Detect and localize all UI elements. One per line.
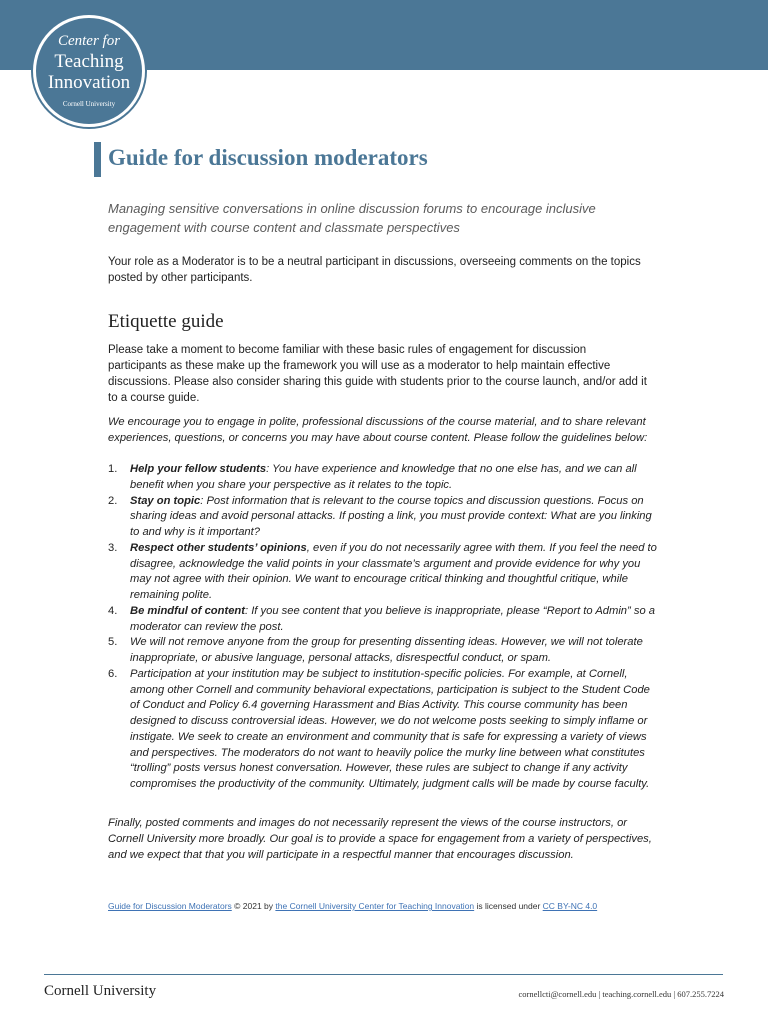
rule-lead: Respect other students’ opinions bbox=[130, 541, 307, 554]
rules-list bbox=[108, 462, 660, 793]
rule-item bbox=[108, 494, 660, 541]
closing-paragraph: Finally, posted comments and images do not necessarily represent the views of the course instructors, or Cornell University more broadly. Our goal is to provide a space for engagement from a variety of perspectives, and we expect that that you will participate in a respectful manner that encourages discussion. bbox=[108, 817, 652, 861]
work-title-link[interactable]: Guide for Discussion Moderators bbox=[108, 901, 232, 911]
rule-lead: Help your fellow students bbox=[130, 463, 267, 475]
rule-item bbox=[108, 541, 660, 604]
rule-item bbox=[108, 635, 660, 667]
rule-number: 4. bbox=[108, 604, 118, 617]
rule-text: , even if you do not necessarily agree with them. If you feel the need to disagree, acknowledge the valid points in your classmate’s argument and provide evidence for why you may not agree with their opinion. We want to encourage critical thinking and thoughtful critique, while remaining polite. bbox=[130, 541, 657, 601]
logo-line-2: Teaching bbox=[54, 51, 124, 72]
logo-line-1: Center for bbox=[57, 33, 121, 49]
footer-contact: cornellcti@cornell.edu | teaching.cornell.edu | 607.255.7224 bbox=[518, 989, 724, 999]
rule-item bbox=[108, 604, 660, 636]
rule-text: : Post information that is relevant to the course topics and discussion questions. Focus on sharing ideas and avoid personal attacks. If posting a link, you must provide context: What are you linking to and why is it important? bbox=[130, 494, 652, 538]
license-link[interactable]: CC BY-NC 4.0 bbox=[542, 901, 598, 911]
license-year-text: © 2021 by bbox=[231, 901, 276, 911]
license-line bbox=[108, 901, 668, 911]
rule-number: 5. bbox=[108, 636, 118, 649]
footer-university-logo: Cornell University bbox=[44, 983, 157, 999]
rule-number: 6. bbox=[108, 667, 118, 680]
encourage-paragraph: We encourage you to engage in polite, professional discussions of the course material, and to share relevant experiences, questions, or concerns you may have about course content. Please follow the guidelines below: bbox=[108, 416, 648, 444]
rule-text: Participation at your institution may be subject to institution-specific policies. For example, at Cornell, among other Cornell and community behavioral expectations, participation is subject to the Student Code of Conduct and Policy 6.4 governing Harassment and Bias Activity. This course community has been designed to discuss controversial ideas. However, we do not welcome posts seeking to simply inflame or instigate. We seek to create an environment and community that is safe for expressing a variety of views and perspectives. The moderators do not want to heavily police the murky line between what constitutes “trolling” posts versus honest conversation. However, these rules are subject to change if any activity compromises the productivity of the community. Ultimately, judgment calls will be made by course faculty. bbox=[130, 667, 650, 790]
intro-paragraph: Your role as a Moderator is to be a neutral participant in discussions, overseeing comments on the topics posted by other participants. bbox=[108, 256, 641, 284]
rule-number: 2. bbox=[108, 494, 118, 507]
logo-line-3: Innovation bbox=[47, 72, 131, 93]
rule-number: 3. bbox=[108, 541, 118, 554]
footer-divider bbox=[44, 974, 723, 975]
logo-line-4: Cornell University bbox=[62, 100, 116, 108]
page-subtitle: Managing sensitive conversations in online discussion forums to encourage inclusive engagement with course content and classmate perspectives bbox=[108, 201, 596, 235]
rule-number: 1. bbox=[108, 463, 118, 475]
cti-logo bbox=[33, 15, 145, 127]
license-licensed-text: is licensed under bbox=[474, 901, 543, 911]
title-accent-bar bbox=[94, 142, 101, 177]
rule-text: : You have experience and knowledge that no one else has, and we can all benefit when you share your perspective as it relates to the topic. bbox=[130, 463, 637, 491]
rule-text: We will not remove anyone from the group for presenting dissenting ideas. However, we will not tolerate inappropriate, or abusive language, personal attacks, disrespectful conduct, or spam. bbox=[130, 636, 643, 664]
rule-text: : If you see content that you believe is inappropriate, please “Report to Admin” so a moderator can review the post. bbox=[130, 604, 656, 633]
page-title: Guide for discussion moderators bbox=[108, 145, 428, 170]
rule-item bbox=[108, 462, 660, 494]
etiquette-paragraph: Please take a moment to become familiar with these basic rules of engagement for discussion participants as these make up the framework you will use as a moderator to help maintain effective discussions. Please also consider sharing this guide with students prior to the course launch, and/or add it to a course guide. bbox=[108, 344, 647, 404]
rule-item bbox=[108, 667, 660, 793]
section-heading-etiquette: Etiquette guide bbox=[108, 311, 224, 332]
rule-lead: Stay on topic bbox=[130, 494, 201, 507]
author-link[interactable]: the Cornell University Center for Teaching Innovation bbox=[275, 901, 475, 911]
rule-lead: Be mindful of content bbox=[130, 604, 245, 617]
